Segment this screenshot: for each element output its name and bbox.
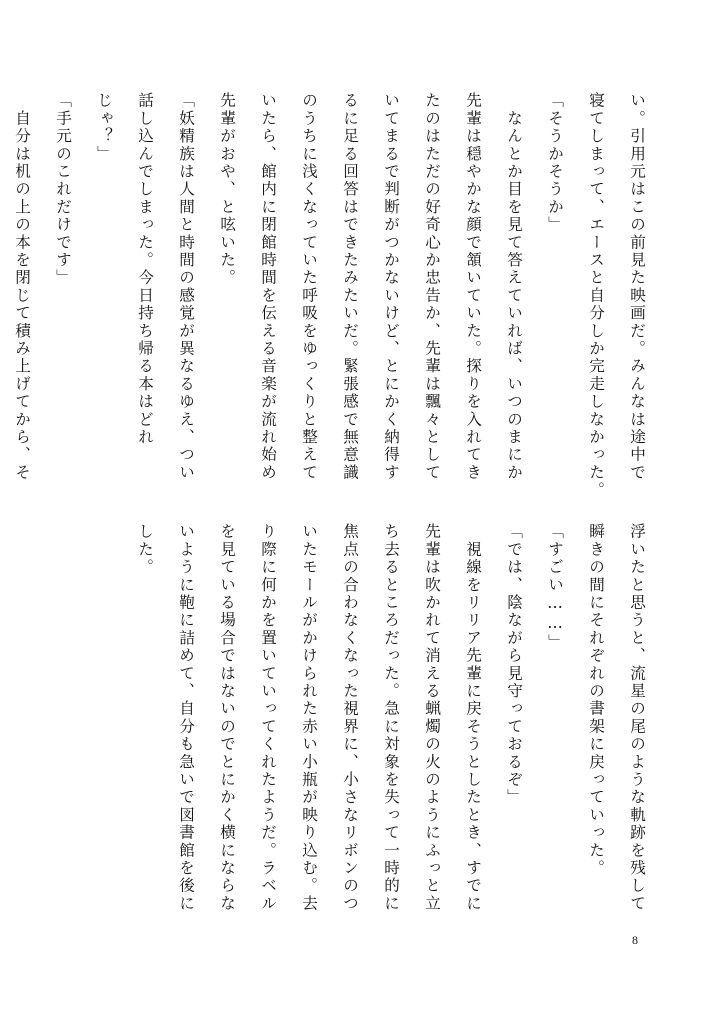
text-column: した。: [136, 523, 154, 577]
text-column: いたモールがかけられた赤い小瓶が映り込む。去: [300, 523, 318, 913]
text-column: いように鞄に詰めて、自分も急いで図書館を後に: [177, 523, 195, 913]
text-column: 「妖精族は人間と時間の感覚が異なるゆえ、つい: [177, 92, 195, 482]
text-column: 先輩がおや、と呟いた。: [218, 92, 236, 287]
text-column: い。引用元はこの前見た映画だ。みんなは途中で: [628, 92, 646, 482]
upper-text-block: [0, 92, 644, 499]
lower-text-block: [111, 523, 644, 912]
text-column: 話し込んでしまった。今日持ち帰る本はどれ: [136, 92, 154, 446]
text-column: 「そうかそうか」: [546, 92, 564, 234]
text-column: のうちに浅くなっていた呼吸をゆっくりと整えて: [300, 92, 318, 482]
text-column: いたら、館内に閉館時間を伝える音楽が流れ始め: [259, 92, 277, 482]
text-column: ち去るところだった。急に対象を失って一時的に: [382, 523, 400, 913]
text-column: を見ている場合ではないのでとにかく横にならな: [218, 523, 236, 913]
page-number: 8: [632, 933, 638, 947]
text-column: 浮いたと思うと、流星の尾のような軌跡を残して: [628, 523, 646, 913]
text-column: たのはただの好奇心か忠告か、先輩は飄々として: [423, 92, 441, 482]
text-column: いてまるで判断がつかないけど、とにかく納得す: [382, 92, 400, 482]
text-column: なんとか目を見て答えていれば、いつのまにか: [505, 92, 523, 482]
text-column: 「すごい……」: [546, 523, 564, 652]
text-column: るに足る回答はできたみたいだ。緊張感で無意識: [341, 92, 359, 482]
text-column: 先輩は吹かれて消える蝋燭の火のようにふっと立: [423, 523, 441, 913]
text-column: 焦点の合わなくなった視界に、小さなリボンのつ: [341, 523, 359, 913]
text-column: 先輩は穏やかな顔で頷いていた。探りを入れてき: [464, 92, 482, 482]
text-column: じゃ？」: [95, 92, 113, 163]
text-column: 瞬きの間にそれぞれの書架に戻っていった。: [587, 523, 605, 877]
text-column: 「では、陰ながら見守っておるぞ」: [505, 523, 523, 807]
text-column: 視線をリリア先輩に戻そうとしたとき、すでに: [464, 523, 482, 913]
text-column: 「手元のこれだけです」: [54, 92, 72, 287]
text-column: 自分は机の上の本を閉じて積み上げてから、そ: [13, 92, 31, 482]
text-column: 寝てしまって、エースと自分しか完走しなかった。: [587, 92, 605, 500]
text-column: り際に何かを置いていってくれたようだ。ラベル: [259, 523, 277, 913]
